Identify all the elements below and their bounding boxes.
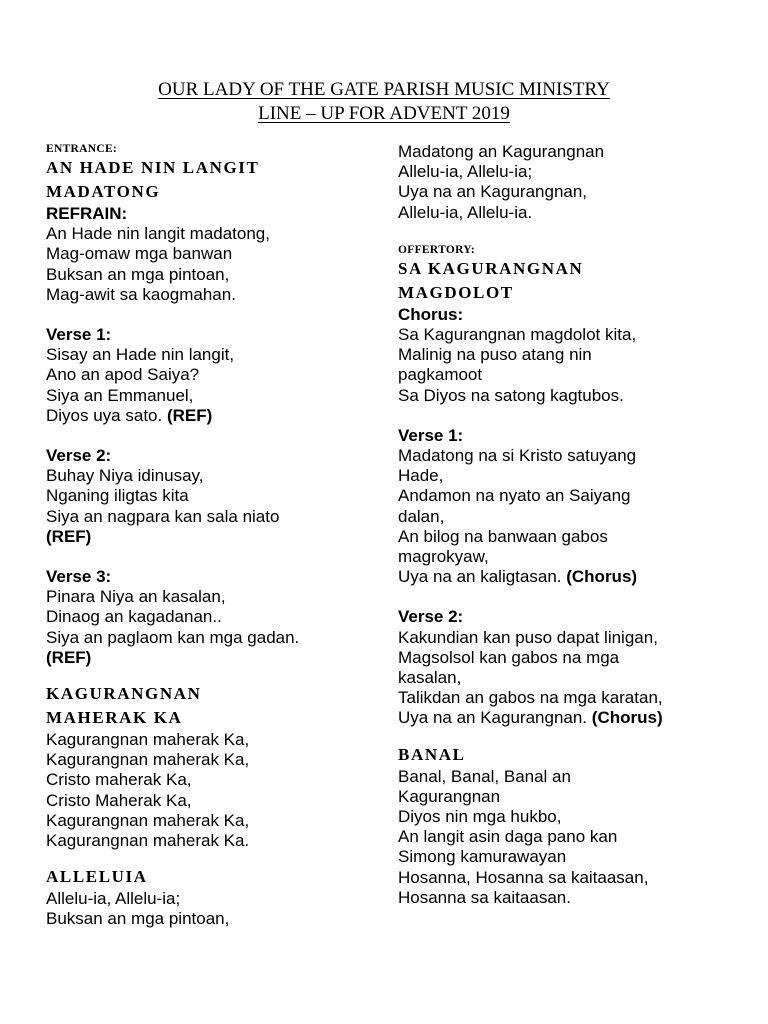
lyric-line-with-chorus — [398, 567, 728, 587]
lyric-line: Kakundian kan puso dapat linigan, — [398, 627, 658, 647]
lyric-line: Siya an nagpara kan sala niato — [46, 506, 280, 526]
lyric-line: Diyos nin mga hukbo, — [398, 807, 562, 827]
verse2-label: Verse 2: — [398, 607, 464, 627]
chorus-tag: (Chorus) — [566, 567, 638, 587]
lyric-line: Buksan an mga pintoan, — [46, 909, 230, 929]
verse2-label: Verse 2: — [46, 446, 112, 466]
lyric-line: Buhay Niya idinusay, — [46, 466, 204, 486]
header-subtitle: LINE – UP FOR ADVENT 2019 — [258, 103, 510, 124]
lyric-line: Kagurangnan — [398, 786, 501, 806]
banal-title: BANAL — [398, 744, 466, 764]
lyric-line: Ano an apod Saiya? — [46, 365, 200, 385]
lyric-line: Allelu-ia, Allelu-ia. — [398, 202, 533, 222]
kyrie-title-line2: MAHERAK KA — [46, 708, 183, 728]
lyric-line-with-chorus — [398, 708, 728, 728]
lyric-line: Siya an paglaom kan mga gadan. — [46, 627, 300, 647]
lyric-line: Hosanna, Hosanna sa kaitaasan, — [398, 867, 649, 887]
verse3-label: Verse 3: — [46, 567, 112, 587]
ref-tag: (REF) — [46, 526, 92, 546]
lyric-line: Kagurangnan maherak Ka, — [46, 750, 250, 770]
lyric-line-with-ref — [46, 406, 366, 426]
refrain-label: REFRAIN: — [46, 204, 128, 223]
lyric-line: Andamon na nyato an Saiyang — [398, 486, 631, 506]
lyric-line: An langit asin daga pano kan — [398, 827, 618, 847]
lyric-line: Pinara Niya an kasalan, — [46, 587, 226, 607]
lyric-line: Simong kamurawayan — [398, 847, 567, 867]
ref-tag: (REF) — [46, 647, 92, 667]
lyric-line: pagkamoot — [398, 365, 483, 385]
lyric-line: Allelu-ia, Allelu-ia; — [46, 889, 181, 909]
lyric-line: Uya na an Kagurangnan, — [398, 182, 588, 202]
lyric-line: Buksan an mga pintoan, — [46, 264, 230, 284]
lyric-line: Mag-awit sa kaogmahan. — [46, 284, 236, 304]
lyric-line: Banal, Banal, Banal an — [398, 766, 571, 786]
chorus-tag: (Chorus) — [591, 708, 663, 728]
lyric-line: Kagurangnan maherak Ka. — [46, 831, 250, 851]
right-column — [398, 142, 728, 908]
lyric-line: Sa Kagurangnan magdolot kita, — [398, 325, 637, 345]
page-header — [0, 78, 768, 126]
lyric-line: Dinaog an kagadanan.. — [46, 607, 222, 627]
lyric-line: Hosanna sa kaitaasan. — [398, 887, 571, 907]
header-title: OUR LADY OF THE GATE PARISH MUSIC MINISTRY — [158, 79, 610, 100]
lyric-line: kasalan, — [398, 668, 462, 688]
offertory-title-line1: SA KAGURANGNAN — [398, 258, 584, 278]
lyric-line: magrokyaw, — [398, 547, 489, 567]
lyric-line: Hade, — [398, 466, 444, 486]
lyric-line: Sisay an Hade nin langit, — [46, 345, 235, 365]
left-column — [46, 142, 366, 930]
lyric-line: Sa Diyos na satong kagtubos. — [398, 385, 624, 405]
lyric-line: Cristo maherak Ka, — [46, 770, 192, 790]
lyric-line: Kagurangnan maherak Ka, — [46, 810, 250, 830]
lyric-line: Siya an Emmanuel, — [46, 385, 194, 405]
lyric-line: Madatong an Kagurangnan — [398, 142, 605, 161]
lyric-line: Kagurangnan maherak Ka, — [46, 730, 250, 750]
entrance-title-line2: MADATONG — [46, 182, 161, 201]
verse1-label: Verse 1: — [398, 425, 464, 445]
kyrie-title-line1: KAGURANGNAN — [46, 684, 202, 704]
lyric-line: Mag-omaw mga banwan — [46, 244, 233, 264]
ref-tag: (REF) — [166, 405, 213, 425]
offertory-title-line2: MAGDOLOT — [398, 282, 514, 302]
verse1-label: Verse 1: — [46, 325, 112, 345]
entrance-title-line1: AN HADE NIN LANGIT — [46, 158, 260, 177]
entrance-label: ENTRANCE: — [46, 143, 118, 155]
lyric-line: An Hade nin langit madatong, — [46, 224, 270, 244]
lyric-line: Madatong na si Kristo satuyang — [398, 446, 637, 466]
lyric-text: Diyos uya sato. — [46, 405, 163, 425]
lyric-line: Cristo Maherak Ka, — [46, 790, 192, 810]
lyric-text: Uya na an Kagurangnan. — [398, 708, 588, 728]
lyric-line: Talikdan an gabos na mga karatan, — [398, 688, 663, 708]
lyric-line: dalan, — [398, 506, 445, 526]
lyric-line: Malinig na puso atang nin — [398, 345, 592, 365]
lyric-line: An bilog na banwaan gabos — [398, 526, 608, 546]
lyric-text: Uya na an kaligtasan. — [398, 567, 562, 587]
lyric-line: Nganing iligtas kita — [46, 486, 189, 506]
lyric-line: Allelu-ia, Allelu-ia; — [398, 162, 533, 182]
offertory-label: OFFERTORY: — [398, 243, 475, 256]
chorus-label: Chorus: — [398, 304, 464, 324]
lyric-line: Magsolsol kan gabos na mga — [398, 647, 620, 667]
alleluia-title: ALLELUIA — [46, 867, 148, 887]
